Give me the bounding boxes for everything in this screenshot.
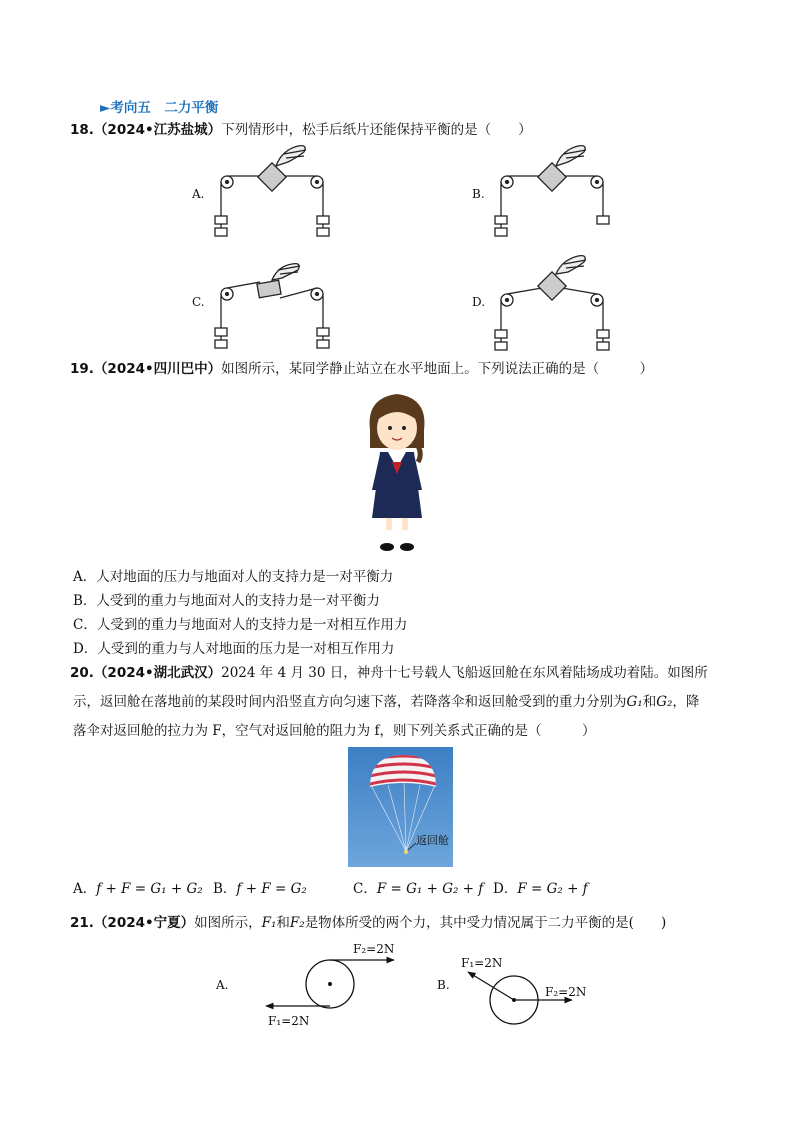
q19-option-b: B．人受到的重力与地面对人的支持力是一对平衡力	[73, 593, 380, 609]
capsule-label: 返回舱	[416, 834, 449, 847]
question-19	[70, 360, 653, 378]
q18-figure-b	[492, 140, 612, 240]
question-stem: 如图所示，某同学静止站立在水平地面上。下列说法正确的是（ ）	[221, 361, 654, 377]
q18-figure-a	[212, 140, 332, 240]
q18-option-b-label: B.	[472, 187, 485, 201]
question-source: （2024•四川巴中）	[93, 361, 222, 377]
question-number: 20.	[70, 665, 94, 681]
symbol-f1: F₁	[261, 915, 277, 931]
question-20-line-2	[73, 693, 699, 711]
section-title: 考向五 二力平衡	[110, 100, 219, 116]
question-number: 21.	[70, 915, 94, 931]
q19-option-d: D．人受到的重力与人对地面的压力是一对相互作用力	[73, 641, 395, 657]
question-stem: 下列情形中，松手后纸片还能保持平衡的是（ ）	[221, 122, 532, 138]
standing-student-illustration	[362, 390, 432, 555]
q18-option-c-label: C.	[192, 295, 205, 309]
question-stem-b: 是物体所受的两个力，其中受力情况属于二力平衡的是( )	[304, 915, 667, 931]
q21-b-f2-label: F₂=2N	[545, 985, 587, 999]
q21-option-b-label: B.	[437, 978, 450, 992]
q18-figure-d	[492, 252, 612, 352]
option-expression: f + F = G₁ + G₂	[96, 881, 203, 897]
question-source: （2024•江苏盐城）	[93, 122, 222, 138]
q21-a-f2-label: F₂=2N	[353, 942, 395, 956]
question-number: 18.	[70, 122, 94, 138]
triangle-marker-icon: ►	[100, 100, 111, 116]
option-expression: F = G₂ + f	[517, 881, 588, 897]
q18-figure-c	[212, 258, 332, 358]
option-label: A．	[73, 881, 97, 897]
q20-option-a	[73, 880, 203, 898]
question-stem-line-2a: 示，返回舱在落地前的某段时间内沿竖直方向匀速下落，若降落伞和返回舱受到的重力分别为	[73, 694, 627, 710]
q21-option-a-label: A.	[216, 978, 229, 992]
q19-option-c: C．人受到的重力与地面对人的支持力是一对相互作用力	[73, 617, 408, 633]
option-label: C．	[353, 881, 377, 897]
option-expression: f + F = G₂	[236, 881, 307, 897]
question-21	[70, 914, 666, 932]
conjunction: 和	[276, 915, 290, 931]
symbol-g1: G₁	[626, 694, 643, 710]
question-source: （2024•宁夏）	[93, 915, 195, 931]
q20-option-b	[213, 880, 307, 898]
conjunction: 和	[642, 694, 657, 710]
q21-a-f1-label: F₁=2N	[268, 1014, 310, 1028]
question-number: 19.	[70, 361, 94, 377]
q18-option-a-label: A.	[192, 187, 205, 201]
question-source: （2024•湖北武汉）	[93, 665, 222, 681]
q20-option-c	[353, 880, 483, 898]
question-18	[70, 121, 532, 139]
q18-option-d-label: D.	[472, 295, 486, 309]
question-20-line-3: 落伞对返回舱的拉力为 F，空气对返回舱的阻力为 f，则下列关系式正确的是（ ）	[73, 723, 596, 739]
q21-b-f1-label: F₁=2N	[461, 956, 503, 970]
question-stem-line-1: 2024 年 4 月 30 日，神舟十七号载人飞船返回舱在东风着陆场成功着陆。如图所	[221, 665, 708, 681]
q19-option-a: A．人对地面的压力与地面对人的支持力是一对平衡力	[73, 569, 394, 585]
symbol-g2: G₂	[656, 694, 673, 710]
question-stem-a: 如图所示，	[194, 915, 262, 931]
symbol-f2: F₂	[289, 915, 305, 931]
option-label: B．	[213, 881, 237, 897]
option-expression: F = G₁ + G₂ + f	[376, 881, 484, 897]
q20-option-d	[493, 880, 588, 898]
section-heading	[100, 96, 218, 116]
question-20-line-1	[70, 664, 708, 682]
question-stem-line-2b: ，降	[672, 694, 700, 710]
option-label: D．	[493, 881, 518, 897]
